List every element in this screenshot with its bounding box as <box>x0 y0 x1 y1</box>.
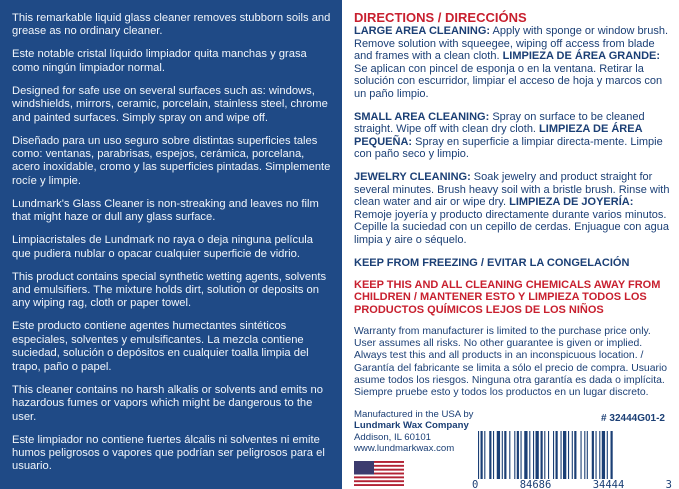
description-paragraph: Diseñado para un uso seguro sobre distintas superficies tales como: ventanas, parabrisas, espejos, cerámica, porcelana, acero inoxidable, cromo y las superficies pintadas. Simplemente rocíe y limpie. <box>12 134 331 187</box>
large-area-text: Apply with sponge or window brush. Remove solution with squeegee, wiping off access from blade and frames with a clean cloth. <box>354 25 669 63</box>
barcode-bar <box>517 431 519 479</box>
barcode-bar <box>572 431 573 479</box>
small-area-text: Spray on surface to be cleaned straight. Wipe off with clean dry cloth. <box>354 110 645 136</box>
barcode-bar <box>587 431 588 479</box>
barcode-bar <box>607 431 608 479</box>
us-flag-icon <box>354 461 404 486</box>
barcode-bar <box>509 431 510 479</box>
small-area-heading-es: LIMPIEZA DE ÁREA PEQUEÑA: <box>354 123 643 148</box>
directions-panel <box>342 0 679 489</box>
barcode-bar <box>544 431 545 479</box>
description-paragraph: This remarkable liquid glass cleaner removes stubborn soils and grease as no ordinary cleaner. <box>12 12 331 38</box>
barcode-bar <box>592 431 594 479</box>
barcode-bar <box>563 431 566 479</box>
small-area-text-es: Spray en superficie a limpiar directa-mente. Limpie con paño seco y limpio. <box>354 135 663 161</box>
description-panel <box>0 0 337 489</box>
barcode-bar <box>502 431 503 479</box>
barcode-bar <box>481 431 483 479</box>
description-paragraph: Este limpiador no contiene fuertes álcalis ni solventes ni emite humos peligrosos o vapores que podrían ser peligrosos para el usuario. <box>12 433 325 473</box>
jewelry-heading: JEWELRY CLEANING: <box>354 170 471 183</box>
barcode <box>472 431 672 479</box>
barcode-bar <box>581 431 582 479</box>
jewelry-text: Soak jewelry and product straight for several minutes. Brush heavy soil with a bristle brush. Rinse with clean water and air or wipe dry. <box>354 170 670 209</box>
small-area-heading: SMALL AREA CLEANING: <box>354 110 490 123</box>
jewelry-directions <box>354 171 671 247</box>
small-area-directions <box>354 111 671 161</box>
barcode-bar <box>533 431 534 479</box>
large-area-text-es: Se aplican con pincel de esponja o en la ventana. Retirar la solución con escurridor, limpiar el acceso de hoja y marcos con un paño limpio. <box>354 62 663 100</box>
warranty-text: Warranty from manufacturer is limited to the purchase price only. User assumes all risks. No other guarantee is given or implied. Always test this and all products in an inconspicuous location. / Garantía del fabricante se limita a sólo el precio de compra. Usuario asume todos los riesgos. Ninguna otra garantía es dada o implícita. Siempre pruebe esto y todos los productos en un lugar discreto. <box>354 325 668 398</box>
barcode-digit-group: 34444 <box>592 479 625 489</box>
barcode-bar <box>493 431 494 479</box>
large-area-heading-es: LIMPIEZA DE ÁREA GRANDE: <box>502 50 661 63</box>
description-paragraph: This cleaner contains no harsh alkalis or solvents and emits no hazardous fumes or vapors which might be dangerous to the user. <box>12 383 323 423</box>
description-paragraph: Este producto contiene agentes humectantes sintéticos especiales, solventes y emulsificantes. La mezcla contiene suciedad, solución o depósitos en cualquier toalla limpia del trapo, paño o papel. <box>12 320 309 373</box>
barcode-bar <box>611 431 613 479</box>
large-area-heading: LARGE AREA CLEANING: <box>354 25 491 37</box>
label-footer <box>354 409 671 489</box>
barcode-bar <box>541 431 543 479</box>
child-safety-warning: KEEP THIS AND ALL CLEANING CHEMICALS AWAY FROM CHILDREN / MANTENER ESTO Y LIMPIEZA TODOS LOS PRODUCTOS QUÍMICOS LEJOS DE LOS NIÑOS <box>354 278 661 317</box>
barcode-digit-group: 84686 <box>519 479 552 489</box>
company-city: Addison, IL 60101 <box>354 431 431 443</box>
barcode-bar <box>556 431 558 479</box>
freezing-notice: KEEP FROM FREEZING / EVITAR LA CONGELACIÓN <box>354 256 630 269</box>
barcode-digit-group: 3 <box>665 479 672 489</box>
barcode-bar <box>489 431 491 479</box>
barcode-bar <box>514 431 515 479</box>
barcode-bar <box>524 431 527 479</box>
barcode-bar <box>521 431 522 479</box>
barcode-bar <box>553 431 554 479</box>
barcode-digits <box>472 479 672 489</box>
barcode-bar <box>561 431 562 479</box>
made-in-text: Manufactured in the USA by <box>354 409 474 421</box>
barcode-bar <box>584 431 585 479</box>
barcode-digit-group: 0 <box>472 479 479 489</box>
description-paragraph: This product contains special synthetic wetting agents, solvents and emulsifiers. The mixture holds dirt, solution or deposits on any wiping rag, cloth or paper towel. <box>12 270 327 310</box>
barcode-bar <box>497 431 500 479</box>
barcode-bar <box>478 431 479 479</box>
part-number: # 32444G01-2 <box>601 413 665 425</box>
manufacturer-info <box>354 409 473 454</box>
barcode-bar <box>504 431 506 479</box>
description-paragraph: Limpiacristales de Lundmark no raya o deja ninguna película que pudiera nublar o opacar cualquier superficie de vidrio. <box>12 234 314 260</box>
company-name: Lundmark Wax Company <box>354 420 469 432</box>
barcode-bar <box>568 431 569 479</box>
barcode-bar <box>548 431 549 479</box>
barcode-bar <box>599 431 600 479</box>
barcode-bar <box>529 431 530 479</box>
barcode-bar <box>596 431 597 479</box>
large-area-directions <box>354 25 671 101</box>
company-website: www.lundmarkwax.com <box>354 442 455 454</box>
barcode-bar <box>602 431 605 479</box>
description-paragraph: Designed for safe use on several surfaces such as: windows, windshields, mirrors, ceramic, porcelain, stainless steel, chrome and painted surfaces. Simply spray on and wipe off. <box>12 84 328 124</box>
jewelry-text-es: Remoje joyería y producto directamente durante varios minutos. Cepille la suciedad con un cepillo de cerdas. Enjuague con agua limpia y aire o séquelo. <box>354 208 669 246</box>
description-paragraph: Este notable cristal líquido limpiador quita manchas y grasa como ningún limpiador normal. <box>12 48 307 74</box>
barcode-bar <box>536 431 539 479</box>
description-paragraph: Lundmark's Glass Cleaner is non-streaking and leaves no film that might haze or dull any glass surface. <box>12 197 319 224</box>
jewelry-heading-es: LIMPIEZA DE JOYERÍA: <box>509 196 634 209</box>
barcode-bar <box>484 431 485 479</box>
barcode-bar <box>574 431 576 479</box>
directions-title: DIRECTIONS / DIRECCIÓNS <box>354 10 527 25</box>
